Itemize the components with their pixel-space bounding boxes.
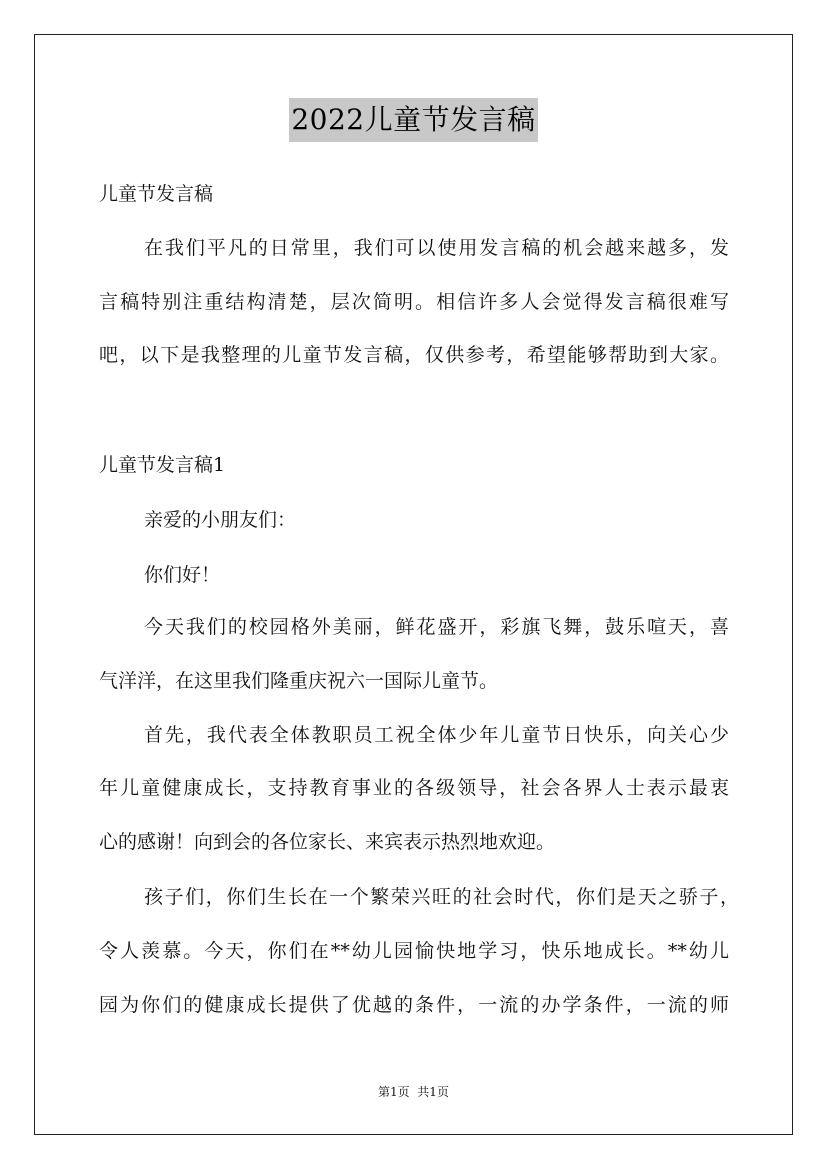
paragraph-line: 年儿童健康成长，支持教育事业的各级领导，社会各界人士表示最衷	[99, 777, 729, 799]
paragraph-line: 言稿特别注重结构清楚，层次简明。相信许多人会觉得发言稿很难写	[99, 291, 729, 313]
page-footer	[0, 1083, 827, 1100]
document-title: 2022儿童节发言稿	[289, 98, 537, 142]
paragraph-line: 在我们平凡的日常里，我们可以使用发言稿的机会越来越多，发	[144, 237, 729, 259]
paragraph-line: 气洋洋，在这里我们隆重庆祝六一国际儿童节。	[99, 670, 499, 692]
paragraph-line: 令人羡慕。今天，你们在**幼儿园愉快地学习，快乐地成长。**幼儿	[99, 940, 729, 962]
paragraph-line: 今天我们的校园格外美丽，鲜花盛开，彩旗飞舞，鼓乐喧天，喜	[144, 616, 729, 638]
paragraph-line: 吧，以下是我整理的儿童节发言稿，仅供参考，希望能够帮助到大家。	[99, 344, 729, 366]
paragraph-line: 首先，我代表全体教职员工祝全体少年儿童节日快乐，向关心少	[144, 724, 729, 746]
section-heading: 儿童节发言稿1	[99, 454, 226, 476]
paragraph-line: 心的感谢！向到会的各位家长、来宾表示热烈地欢迎。	[99, 831, 556, 853]
page-number: 第1页 共1页	[378, 1085, 449, 1099]
title-container	[0, 98, 827, 142]
paragraph-line: 园为你们的健康成长提供了优越的条件，一流的办学条件，一流的师	[99, 994, 729, 1016]
salutation: 亲爱的小朋友们：	[144, 509, 297, 531]
section-heading: 儿童节发言稿	[99, 183, 214, 205]
greeting: 你们好！	[144, 564, 221, 586]
paragraph-line: 孩子们，你们生长在一个繁荣兴旺的社会时代，你们是天之骄子，	[144, 886, 739, 908]
